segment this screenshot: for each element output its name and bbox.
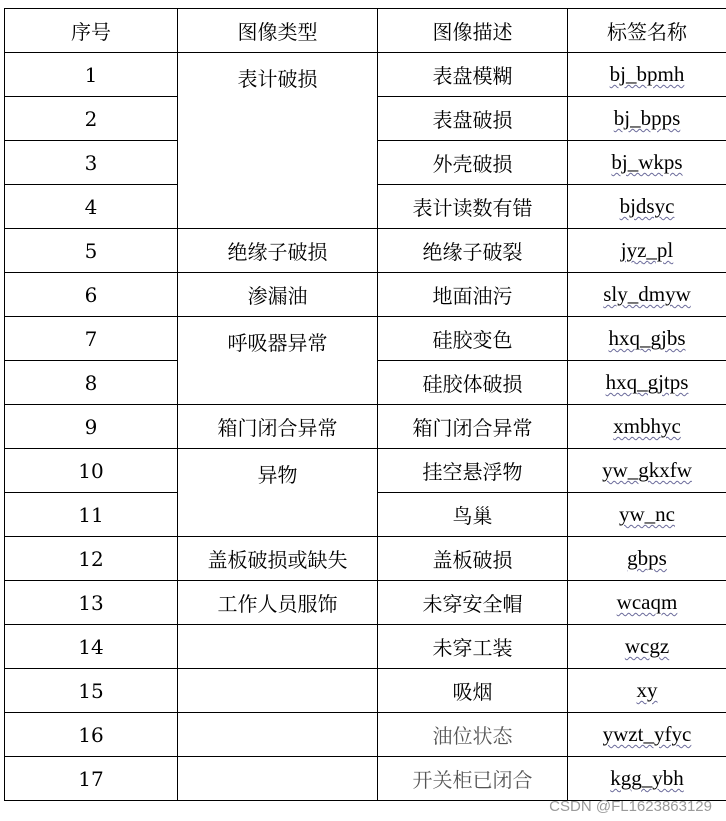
image-type: 表计破损	[178, 53, 378, 229]
image-type: 盖板破损或缺失	[178, 537, 378, 581]
tag-name: bj_wkps	[568, 141, 726, 185]
table-row	[5, 713, 726, 757]
image-desc: 箱门闭合异常	[378, 405, 568, 449]
header-cell: 图像描述	[378, 9, 568, 53]
image-desc: 挂空悬浮物	[378, 449, 568, 493]
table-row	[5, 537, 726, 581]
header-cell: 序号	[5, 9, 178, 53]
row-number: 2	[5, 97, 178, 141]
image-desc: 硅胶体破损	[378, 361, 568, 405]
table-row	[5, 449, 726, 493]
image-desc: 外壳破损	[378, 141, 568, 185]
tag-name: gbps	[568, 537, 726, 581]
image-desc: 表盘模糊	[378, 53, 568, 97]
tag-name: kgg_ybh	[568, 757, 726, 801]
row-number: 8	[5, 361, 178, 405]
row-number: 1	[5, 53, 178, 97]
row-number: 10	[5, 449, 178, 493]
row-number: 16	[5, 713, 178, 757]
row-number: 13	[5, 581, 178, 625]
image-desc: 盖板破损	[378, 537, 568, 581]
label-table	[4, 8, 726, 801]
row-number: 11	[5, 493, 178, 537]
header-cell: 标签名称	[568, 9, 726, 53]
table-row	[5, 625, 726, 669]
table-row	[5, 757, 726, 801]
row-number: 12	[5, 537, 178, 581]
tag-name: jyz_pl	[568, 229, 726, 273]
tag-name: bj_bpps	[568, 97, 726, 141]
row-number: 4	[5, 185, 178, 229]
image-desc: 地面油污	[378, 273, 568, 317]
table-row	[5, 317, 726, 361]
image-desc: 油位状态	[378, 713, 568, 757]
image-type	[178, 757, 378, 801]
row-number: 3	[5, 141, 178, 185]
row-number: 9	[5, 405, 178, 449]
image-desc: 开关柜已闭合	[378, 757, 568, 801]
image-type: 绝缘子破损	[178, 229, 378, 273]
row-number: 5	[5, 229, 178, 273]
table-row	[5, 669, 726, 713]
image-type: 渗漏油	[178, 273, 378, 317]
tag-name: hxq_gjtps	[568, 361, 726, 405]
tag-name: bj_bpmh	[568, 53, 726, 97]
table-row	[5, 273, 726, 317]
row-number: 15	[5, 669, 178, 713]
tag-name: yw_gkxfw	[568, 449, 726, 493]
image-type: 箱门闭合异常	[178, 405, 378, 449]
tag-name: wcaqm	[568, 581, 726, 625]
image-type	[178, 625, 378, 669]
table-row	[5, 53, 726, 97]
tag-name: xmbhyc	[568, 405, 726, 449]
row-number: 6	[5, 273, 178, 317]
image-desc: 硅胶变色	[378, 317, 568, 361]
tag-name: yw_nc	[568, 493, 726, 537]
row-number: 7	[5, 317, 178, 361]
image-type: 异物	[178, 449, 378, 537]
header-cell: 图像类型	[178, 9, 378, 53]
image-type	[178, 713, 378, 757]
tag-name: sly_dmyw	[568, 273, 726, 317]
tag-name: bjdsyc	[568, 185, 726, 229]
image-desc: 鸟巢	[378, 493, 568, 537]
image-desc: 表盘破损	[378, 97, 568, 141]
table-row	[5, 405, 726, 449]
image-type: 工作人员服饰	[178, 581, 378, 625]
row-number: 14	[5, 625, 178, 669]
image-desc: 吸烟	[378, 669, 568, 713]
tag-name: ywzt_yfyc	[568, 713, 726, 757]
image-type: 呼吸器异常	[178, 317, 378, 405]
image-desc: 未穿工装	[378, 625, 568, 669]
table-row	[5, 229, 726, 273]
row-number: 17	[5, 757, 178, 801]
image-desc: 绝缘子破裂	[378, 229, 568, 273]
header-row	[5, 9, 726, 53]
tag-name: wcgz	[568, 625, 726, 669]
image-desc: 表计读数有错	[378, 185, 568, 229]
tag-name: xy	[568, 669, 726, 713]
image-desc: 未穿安全帽	[378, 581, 568, 625]
tag-name: hxq_gjbs	[568, 317, 726, 361]
image-type	[178, 669, 378, 713]
table-row	[5, 581, 726, 625]
watermark: CSDN @FL1623863129	[549, 798, 712, 815]
